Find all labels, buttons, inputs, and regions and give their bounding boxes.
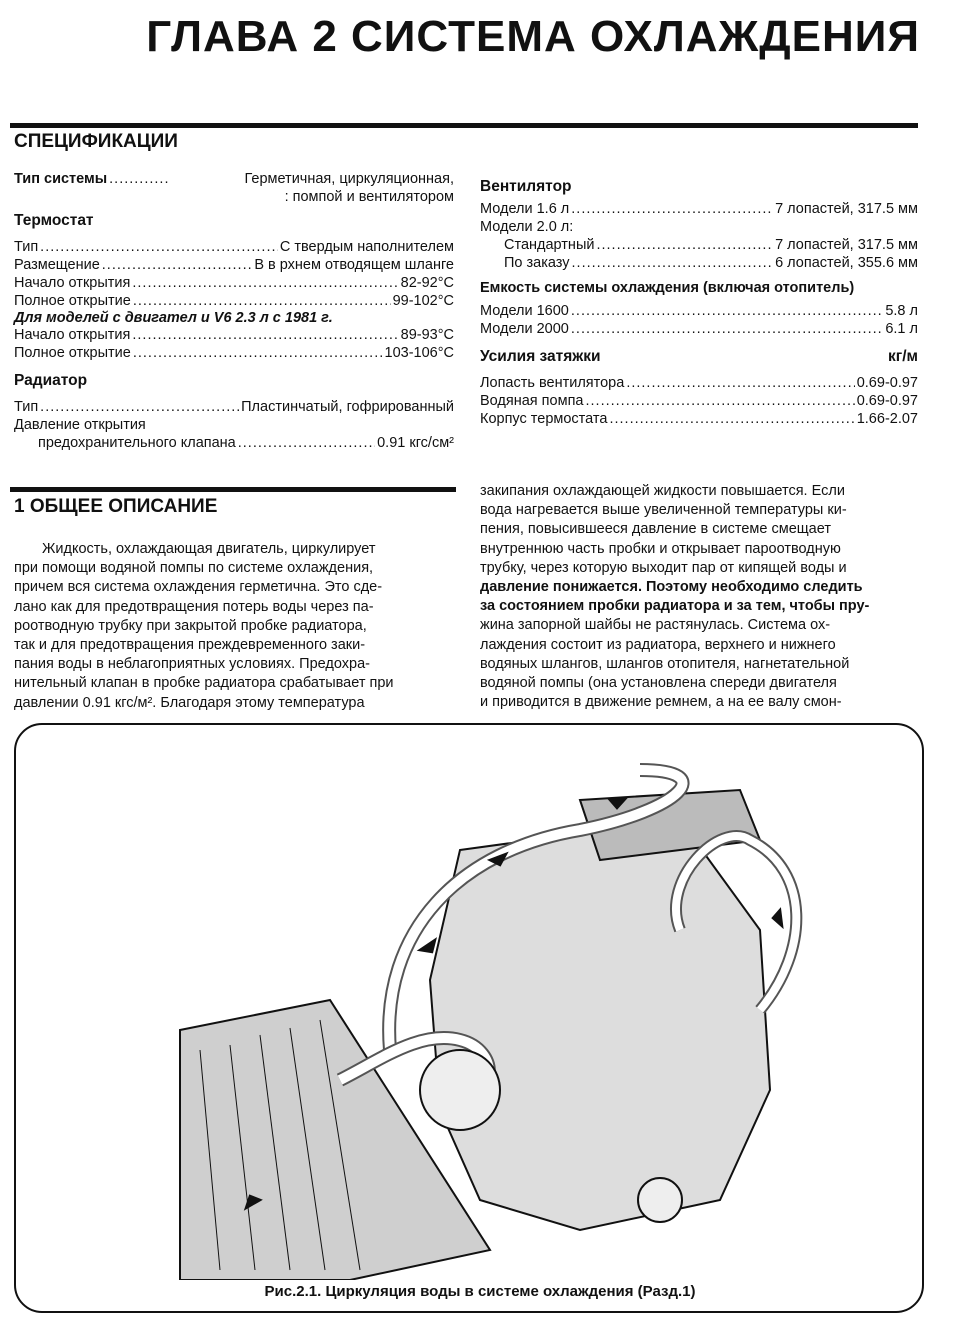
- general-heading: 1 ОБЩЕЕ ОПИСАНИЕ: [14, 496, 218, 517]
- cooling-system-illustration: [160, 730, 810, 1280]
- torque-heading: Усилия затяжки: [480, 348, 601, 365]
- crank-pulley: [638, 1178, 682, 1222]
- text-line: и приводится в движение ремнем, а на ее валу смон-: [480, 694, 842, 711]
- text-line: при помощи водяной помпы по системе охлаждения,: [14, 560, 374, 577]
- spec-row: Тип ..... С твердым наполнителем: [14, 238, 454, 256]
- text-line: лаждения состоит из радиатора, верхнего и нижнего: [480, 636, 836, 653]
- text-line: вода нагревается выше увеличенной температуры ки-: [480, 502, 847, 519]
- system-type-value-2: : помпой и вентилятором: [284, 189, 454, 205]
- text-line: водяной помпы (она установлена спереди двигателя: [480, 675, 837, 692]
- spec-row: Полное открытие ..... 99-102°С: [14, 292, 454, 310]
- radiator-rows: [14, 398, 454, 452]
- spec-row: Стандартный ..... 7 лопастей, 317.5 мм: [480, 236, 918, 254]
- figure-caption: Рис.2.1. Циркуляция воды в системе охлаждения (Разд.1): [264, 1283, 696, 1300]
- spec-left-column: [14, 170, 454, 452]
- text-line: причем вся система охлаждения герметична. Это сде-: [14, 579, 383, 596]
- radiator-heading: Радиатор: [14, 372, 88, 389]
- v6-heading: Для моделей с двигател и V6 2.3 л с 1981 г.: [14, 310, 333, 326]
- spec-row: Лопасть вентилятора ..... 0.69-0.97: [480, 374, 918, 392]
- text-line: жина запорной шайбы не растянулась. Система ох-: [480, 617, 831, 634]
- text-line: давление понижается. Поэтому необходимо следить: [480, 579, 863, 596]
- torque-header: [480, 348, 918, 366]
- text-line: давлении 0.91 кгс/м². Благодаря этому температура: [14, 694, 365, 711]
- text-line: внутреннюю часть пробки и открывает пароотводную: [480, 540, 841, 557]
- text-line: лано как для предотвращения потерь воды через па-: [14, 598, 374, 615]
- thermostat-heading: Термостат: [14, 212, 94, 229]
- text-line: за состоянием пробки радиатора и за тем, чтобы пру-: [480, 598, 870, 615]
- fan-heading: Вентилятор: [480, 178, 572, 195]
- text-line: нительный клапан в пробке радиатора срабатывает при: [14, 675, 394, 692]
- text-line: пания воды в неблагоприятных условиях. Предохра-: [14, 656, 370, 673]
- specs-rule: [10, 123, 918, 128]
- spec-row: Модели 1600 ..... 5.8 л: [480, 302, 918, 320]
- spec-row: Тип ..... Пластинчатый, гофрированный: [14, 398, 454, 416]
- general-left-text: [14, 540, 454, 713]
- spec-row: Полное открытие ..... 103-106°С: [14, 344, 454, 362]
- system-type-row: [14, 170, 454, 188]
- spec-right-column: [480, 178, 918, 428]
- general-right-text: [480, 482, 920, 712]
- spec-row: По заказу ..... 6 лопастей, 355.6 мм: [480, 254, 918, 272]
- spec-row: Начало открытия ..... 82-92°С: [14, 274, 454, 292]
- text-line: трубку, через которую выходит пар от кипящей воды и: [480, 559, 847, 576]
- general-rule: [10, 487, 456, 492]
- engine-block: [430, 820, 770, 1230]
- spec-row: Корпус термостата ..... 1.66-2.07: [480, 410, 918, 428]
- spec-row: предохранительного клапана ..... 0.91 кгс/см²: [14, 434, 454, 452]
- spec-row: Водяная помпа ..... 0.69-0.97: [480, 392, 918, 410]
- text-line: Жидкость, охлаждающая двигатель, циркулирует: [42, 541, 376, 557]
- system-type-label: Тип системы: [14, 171, 108, 187]
- specs-heading: СПЕЦИФИКАЦИИ: [14, 131, 178, 152]
- text-line: закипания охлаждающей жидкости повышается. Если: [480, 483, 845, 499]
- spec-row: Модели 2000 ..... 6.1 л: [480, 320, 918, 338]
- text-line: так и для предотвращения преждевременного заки-: [14, 637, 366, 654]
- pressure-label: Давление открытия: [14, 417, 146, 433]
- text-line: водяных шлангов, шлангов отопителя, нагнетательной: [480, 655, 850, 672]
- system-type-value: Герметичная, циркуляционная,: [244, 171, 454, 187]
- spec-row: Размещение ..... В в рхнем отводящем шланге: [14, 256, 454, 274]
- chapter-title: ГЛАВА 2 СИСТЕМА ОХЛАЖДЕНИЯ: [146, 12, 920, 61]
- text-line: роотводную трубку при закрытой пробке радиатора,: [14, 617, 367, 634]
- capacity-heading: Емкость системы охлаждения (включая отопитель): [480, 280, 855, 296]
- torque-unit: кг/м: [888, 348, 918, 365]
- thermostat-rows: [14, 238, 454, 362]
- spec-row: Модели 1.6 л ..... 7 лопастей, 317.5 мм: [480, 200, 918, 218]
- text-line: пения, повысившееся давление в системе смещает: [480, 521, 831, 538]
- spec-row: Начало открытия ..... 89-93°С: [14, 326, 454, 344]
- water-pump: [420, 1050, 500, 1130]
- fan-models-2: Модели 2.0 л:: [480, 219, 574, 235]
